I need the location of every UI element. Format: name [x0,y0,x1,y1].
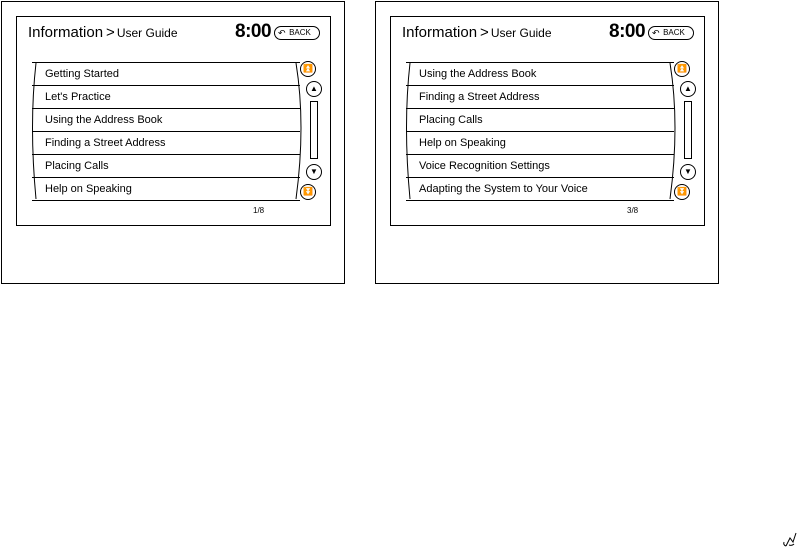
list-item-label: Placing Calls [45,160,109,172]
scrollbar[interactable] [310,101,318,159]
list-item[interactable] [406,154,674,177]
list-item[interactable] [32,154,300,177]
voice-mark-icon [780,529,800,549]
line-down-button[interactable] [306,164,322,180]
line-up-button[interactable] [306,81,322,97]
back-button[interactable] [274,26,320,40]
list-item[interactable] [406,177,674,201]
list-item-label: Let's Practice [45,91,111,103]
list-item[interactable] [406,62,674,85]
line-down-icon: ▼ [310,167,318,176]
clock: 8:00 [235,21,272,42]
list-item-label: Help on Speaking [45,183,132,195]
page-down-button[interactable] [300,184,316,200]
display-screen-left [16,16,331,226]
page-indicator: 3/8 [627,206,639,215]
display-screen-right [390,16,705,226]
list-item[interactable] [32,85,300,108]
breadcrumb-separator: > [480,24,489,41]
list-item-label: Help on Speaking [419,137,506,149]
breadcrumb-main[interactable]: Information [28,24,104,41]
page-up-icon: ⏫ [303,64,313,73]
back-button[interactable] [648,26,694,40]
line-up-icon: ▲ [684,84,692,93]
breadcrumb-current: User Guide [490,26,552,40]
list-item[interactable] [406,131,674,154]
page-up-icon: ⏫ [677,64,687,73]
list-item-label: Adapting the System to Your Voice [419,183,588,195]
list-item[interactable] [406,85,674,108]
list-item[interactable] [406,108,674,131]
breadcrumb-current: User Guide [116,26,178,40]
back-arrow-icon: ↶ [278,28,286,38]
guide-menu-list [406,62,674,201]
screen-header [391,17,704,47]
clock: 8:00 [609,21,646,42]
figure-frame-left [1,1,345,284]
list-item-label: Placing Calls [419,114,483,126]
list-item[interactable] [32,62,300,85]
list-item[interactable] [32,177,300,201]
page-up-button[interactable] [674,61,690,77]
back-button-label: BACK [663,28,685,37]
list-item-label: Getting Started [45,68,119,80]
line-up-icon: ▲ [310,84,318,93]
line-down-icon: ▼ [684,167,692,176]
breadcrumb-separator: > [106,24,115,41]
list-item-label: Finding a Street Address [419,91,540,103]
page-indicator: 1/8 [253,206,265,215]
line-down-button[interactable] [680,164,696,180]
breadcrumb [402,24,552,42]
list-item[interactable] [32,108,300,131]
list-item[interactable] [32,131,300,154]
page-down-icon: ⏬ [303,187,313,196]
page-down-icon: ⏬ [677,187,687,196]
page-down-button[interactable] [674,184,690,200]
breadcrumb-main[interactable]: Information [402,24,478,41]
back-arrow-icon: ↶ [652,28,660,38]
back-button-label: BACK [289,28,311,37]
list-item-label: Voice Recognition Settings [419,160,550,172]
list-item-label: Using the Address Book [45,114,163,126]
breadcrumb [28,24,178,42]
list-item-label: Finding a Street Address [45,137,166,149]
figure-frame-right [375,1,719,284]
scrollbar[interactable] [684,101,692,159]
guide-menu-list [32,62,300,201]
page-up-button[interactable] [300,61,316,77]
line-up-button[interactable] [680,81,696,97]
list-item-label: Using the Address Book [419,68,537,80]
screen-header [17,17,330,47]
